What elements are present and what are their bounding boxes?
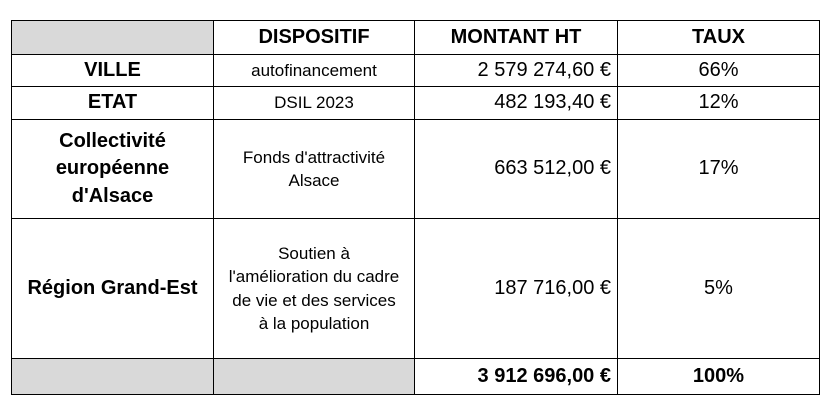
row-montant: 663 512,00 €: [415, 120, 618, 219]
table-row-region: [12, 219, 820, 359]
row-dispositif: Fonds d'attractivité Alsace: [214, 120, 415, 219]
row-label: ETAT: [12, 87, 214, 120]
row-montant: 187 716,00 €: [415, 219, 618, 359]
total-empty-cell: [214, 359, 415, 395]
total-montant: 3 912 696,00 €: [415, 359, 618, 395]
row-dispositif: DSIL 2023: [214, 87, 415, 120]
row-taux: 12%: [618, 87, 820, 120]
table-row-ville: [12, 55, 820, 87]
header-empty-cell: [12, 21, 214, 55]
total-taux: 100%: [618, 359, 820, 395]
total-row: [12, 359, 820, 395]
row-taux: 5%: [618, 219, 820, 359]
row-taux: 17%: [618, 120, 820, 219]
row-montant: 482 193,40 €: [415, 87, 618, 120]
row-label: Collectivité européenne d'Alsace: [12, 120, 214, 219]
table-row-cea: [12, 120, 820, 219]
header-dispositif: DISPOSITIF: [214, 21, 415, 55]
row-label: VILLE: [12, 55, 214, 87]
header-taux: TAUX: [618, 21, 820, 55]
row-montant: 2 579 274,60 €: [415, 55, 618, 87]
table-row-etat: [12, 87, 820, 120]
row-taux: 66%: [618, 55, 820, 87]
header-montant: MONTANT HT: [415, 21, 618, 55]
total-empty-cell: [12, 359, 214, 395]
header-row: [12, 21, 820, 55]
row-label: Région Grand-Est: [12, 219, 214, 359]
row-dispositif: autofinancement: [214, 55, 415, 87]
row-dispositif: Soutien à l'amélioration du cadre de vie et des services à la population: [214, 219, 415, 359]
funding-table: [11, 20, 820, 395]
